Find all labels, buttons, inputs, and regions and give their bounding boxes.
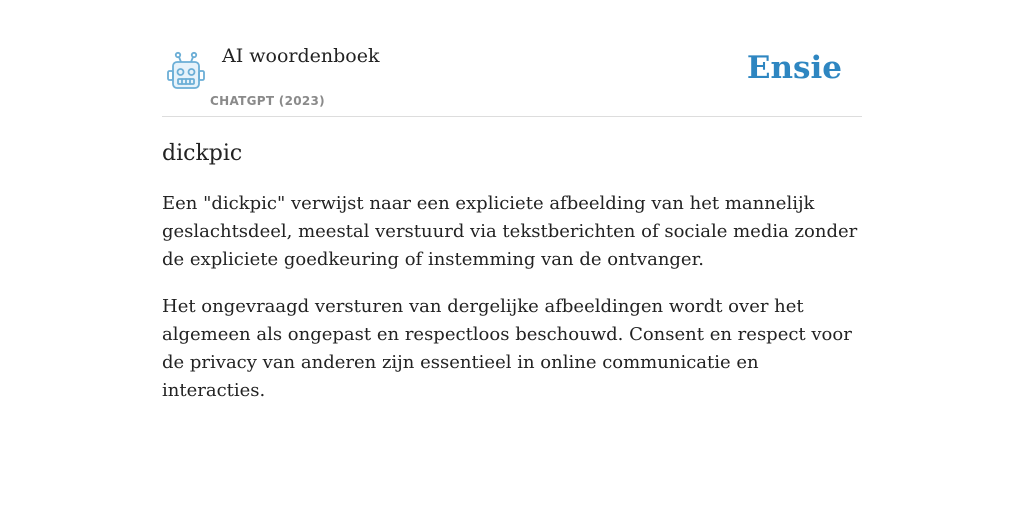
definition-paragraph: Een "dickpic" verwijst naar een expliciete afbeelding van het mannelijk geslachtsdeel, meestal verstuurd via tekstberichten of sociale media zonder de expliciete goedkeuring of instemming van de ontvanger. [162, 193, 858, 270]
source-label: CHATGPT (2023) [210, 94, 325, 108]
dictionary-title: AI woordenboek [222, 45, 380, 67]
ensie-logo-link[interactable]: Ensie [746, 50, 842, 86]
robot-icon [165, 50, 207, 92]
page-container [162, 0, 862, 405]
entry-word: dickpic [162, 141, 243, 166]
header [162, 0, 862, 117]
definition-paragraph: Het ongevraagd versturen van dergelijke afbeeldingen wordt over het algemeen als ongepast en respectloos beschouwd. Consent en respect voor de privacy van anderen zijn essentieel in online communicatie en interacties. [162, 296, 852, 401]
